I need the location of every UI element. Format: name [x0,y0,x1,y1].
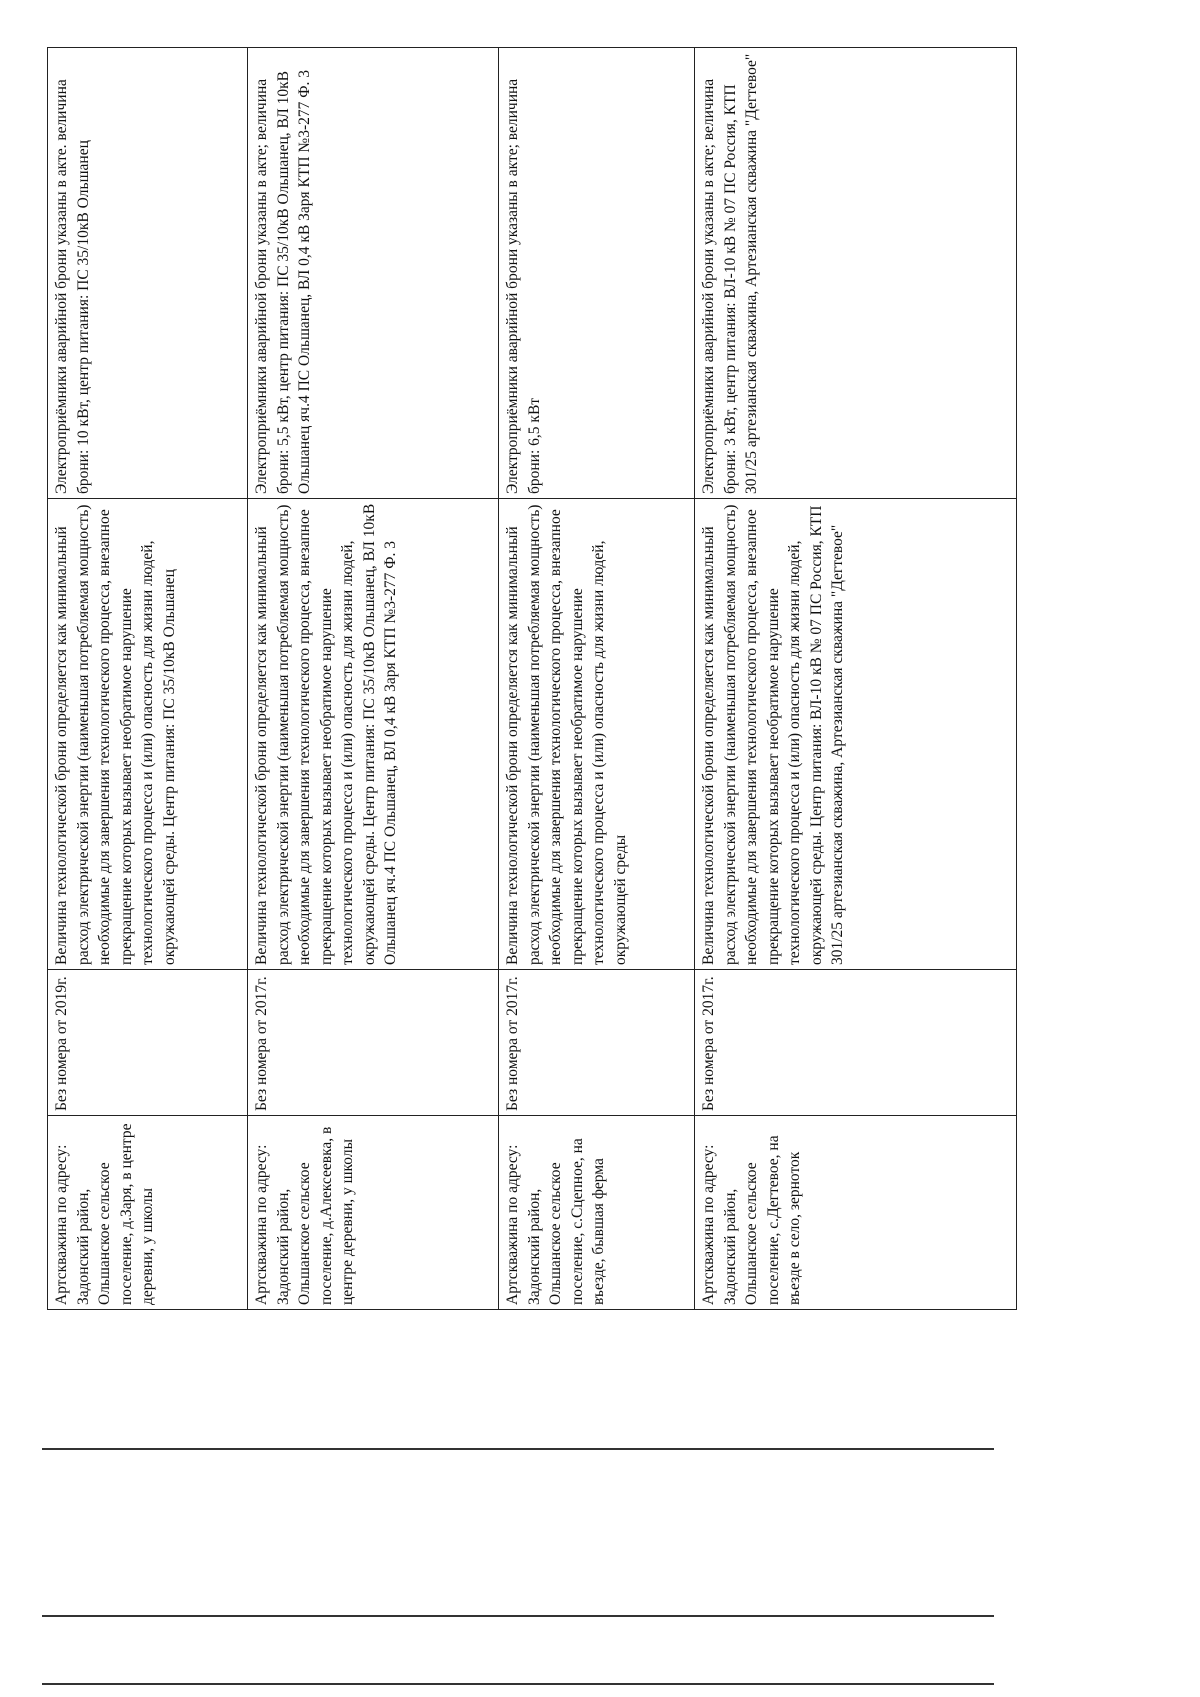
cell-address: Артскважина по адресу: Задонский район, Ольшанское сельское поселение, с.Дегтевое, на въезде в село, зерноток [695,1116,1017,1310]
cell-emergency-bron: Электроприёмники аварийной брони указаны в акте; величина брони: 5,5 кВт, центр питания: ПС 35/10кВ Ольшанец, ВЛ 10кВ Ольшанец яч.4 ПС Ольшанец, ВЛ 0,4 кВ Заря КТП №3-277 Ф. 3 [248,48,499,499]
cell-act: Без номера от 2017г. [499,970,695,1116]
cell-tech-bron: Величина технологической брони определяется как минимальный расход электрической энергии (наименьшая потребляемая мощность) необходимые для завершения технологического процесса, внезапное прекращение которых вызывает необратимое нарушение технологического процесса и (или) опасность для жизни людей, окружающей среды. Центр питания: ПС 35/10кВ Ольшанец [48,499,248,970]
cell-emergency-bron: Электроприёмники аварийной брони указаны в акте. величина брони: 10 кВт, центр питания: ПС 35/10кВ Ольшанец [48,48,248,499]
table-row [499,48,695,1310]
cell-act: Без номера от 2017г. [695,970,1017,1116]
cell-address: Артскважина по адресу: Задонский район, Ольшанское сельское поселение, д.Заря, в центре деревни, у школы [48,1116,248,1310]
table-row [248,48,499,1310]
cell-emergency-bron: Электроприёмники аварийной брони указаны в акте; величина брони: 3 кВт, центр питания: ВЛ-10 кВ № 07 ПС Россия, КТП 301/25 артезианская скважина, Артезианская скважина "Дегтевое" [695,48,1017,499]
cell-tech-bron: Величина технологической брони определяется как минимальный расход электрической энергии (наименьшая потребляемая мощность) необходимые для завершения технологического процесса, внезапное прекращение которых вызывает необратимое нарушение технологического процесса и (или) опасность для жизни людей, окружающей среды. Центр питания: ВЛ-10 кВ № 07 ПС Россия, КТП 301/25 артезианская скважина, Артезианская скважина "Дегтевое" [695,499,1017,970]
cell-act: Без номера от 2017г. [248,970,499,1116]
blank-rule-line [42,1448,994,1450]
cell-emergency-bron: Электроприёмники аварийной брони указаны в акте; величина брони: 6,5 кВт [499,48,695,499]
cell-tech-bron: Величина технологической брони определяется как минимальный расход электрической энергии (наименьшая потребляемая мощность) необходимые для завершения технологического процесса, внезапное прекращение которых вызывает необратимое нарушение технологического процесса и (или) опасность для жизни людей, окружающей среды [499,499,695,970]
blank-rule-line [42,1683,994,1685]
cell-address: Артскважина по адресу: Задонский район, Ольшанское сельское поселение, д.Алексеевка, в центре деревни, у школы [248,1116,499,1310]
table-row [48,48,248,1310]
table-row [695,48,1017,1310]
power-reserve-table [47,47,1017,1310]
blank-rule-line [42,1615,994,1617]
cell-address: Артскважина по адресу: Задонский район, Ольшанское сельское поселение, с.Сцепное, на въезде, бывшая ферма [499,1116,695,1310]
rotated-table-frame [47,48,1016,1310]
cell-tech-bron: Величина технологической брони определяется как минимальный расход электрической энергии (наименьшая потребляемая мощность) необходимые для завершения технологического процесса, внезапное прекращение которых вызывает необратимое нарушение технологического процесса и (или) опасность для жизни людей, окружающей среды. Центр питания: ПС 35/10кВ Ольшанец, ВЛ 10кВ Ольшанец яч.4 ПС Ольшанец, ВЛ 0,4 кВ Заря КТП №3-277 Ф. 3 [248,499,499,970]
cell-act: Без номера от 2019г. [48,970,248,1116]
